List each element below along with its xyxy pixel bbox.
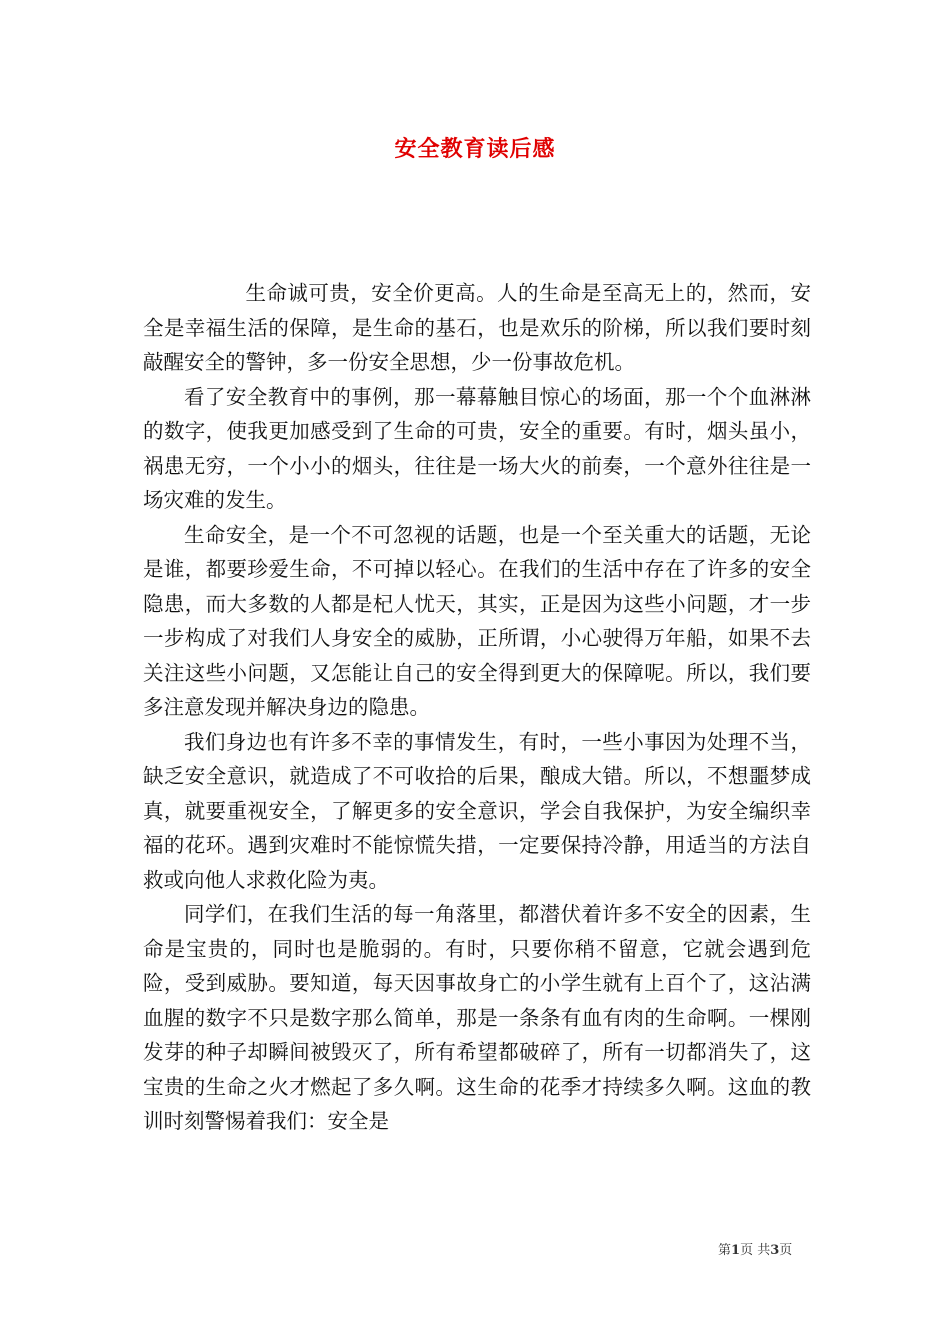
paragraph: 同学们，在我们生活的每一角落里，都潜伏着许多不安全的因素，生命是宝贵的，同时也是脆弱的。有时，只要你稍不留意，它就会遇到危险，受到威胁。要知道，每天因事故身亡的小学生就有上百个了，这沾满血腥的数字不只是数字那么简单，那是一条条有血有肉的生命啊。一棵刚发芽的种子却瞬间被毁灭了，所有希望都破碎了，所有一切都消失了，这宝贵的生命之火才燃起了多久啊。这生命的花季才持续多久啊。这血的教训时刻警惕着我们：安全是 bbox=[143, 902, 811, 1133]
current-page-number: 1 bbox=[731, 1243, 741, 1258]
page-footer bbox=[718, 1239, 792, 1258]
footer-suffix: 页 bbox=[779, 1243, 793, 1258]
paragraph: 生命诚可贵，安全价更高。人的生命是至高无上的，然而，安全是幸福生活的保障，是生命的基石，也是欢乐的阶梯，所以我们要时刻敲醒安全的警钟，多一份安全思想，少一份事故危机。 bbox=[143, 281, 811, 374]
footer-prefix: 第 bbox=[718, 1243, 732, 1258]
total-pages-number: 3 bbox=[770, 1243, 780, 1258]
footer-middle: 页 共 bbox=[740, 1243, 771, 1258]
paragraph: 看了安全教育中的事例，那一幕幕触目惊心的场面，那一个个血淋淋的数字，使我更加感受到了生命的可贵，安全的重要。有时，烟头虽小，祸患无穷，一个小小的烟头，往往是一场大火的前奏，一个意外往往是一场灾难的发生。 bbox=[143, 384, 811, 512]
paragraph: 我们身边也有许多不幸的事情发生，有时，一些小事因为处理不当，缺乏安全意识，就造成了不可收拾的后果，酿成大错。所以，不想噩梦成真，就要重视安全，了解更多的安全意识，学会自我保护，为安全编织幸福的花环。遇到灾难时不能惊慌失措，一定要保持冷静，用适当的方法自救或向他人求救化险为夷。 bbox=[143, 729, 811, 892]
document-body bbox=[143, 276, 811, 1139]
document-title: 安全教育读后感 bbox=[394, 136, 556, 162]
paragraph: 生命安全，是一个不可忽视的话题，也是一个至关重大的话题，无论是谁，都要珍爱生命，不可掉以轻心。在我们的生活中存在了许多的安全隐患，而大多数的人都是杞人忧天，其实，正是因为这些小问题，才一步一步构成了对我们人身安全的威胁，正所谓，小心驶得万年船，如果不去关注这些小问题，又怎能让自己的安全得到更大的保障呢。所以，我们要多注意发现并解决身边的隐患。 bbox=[143, 522, 811, 719]
